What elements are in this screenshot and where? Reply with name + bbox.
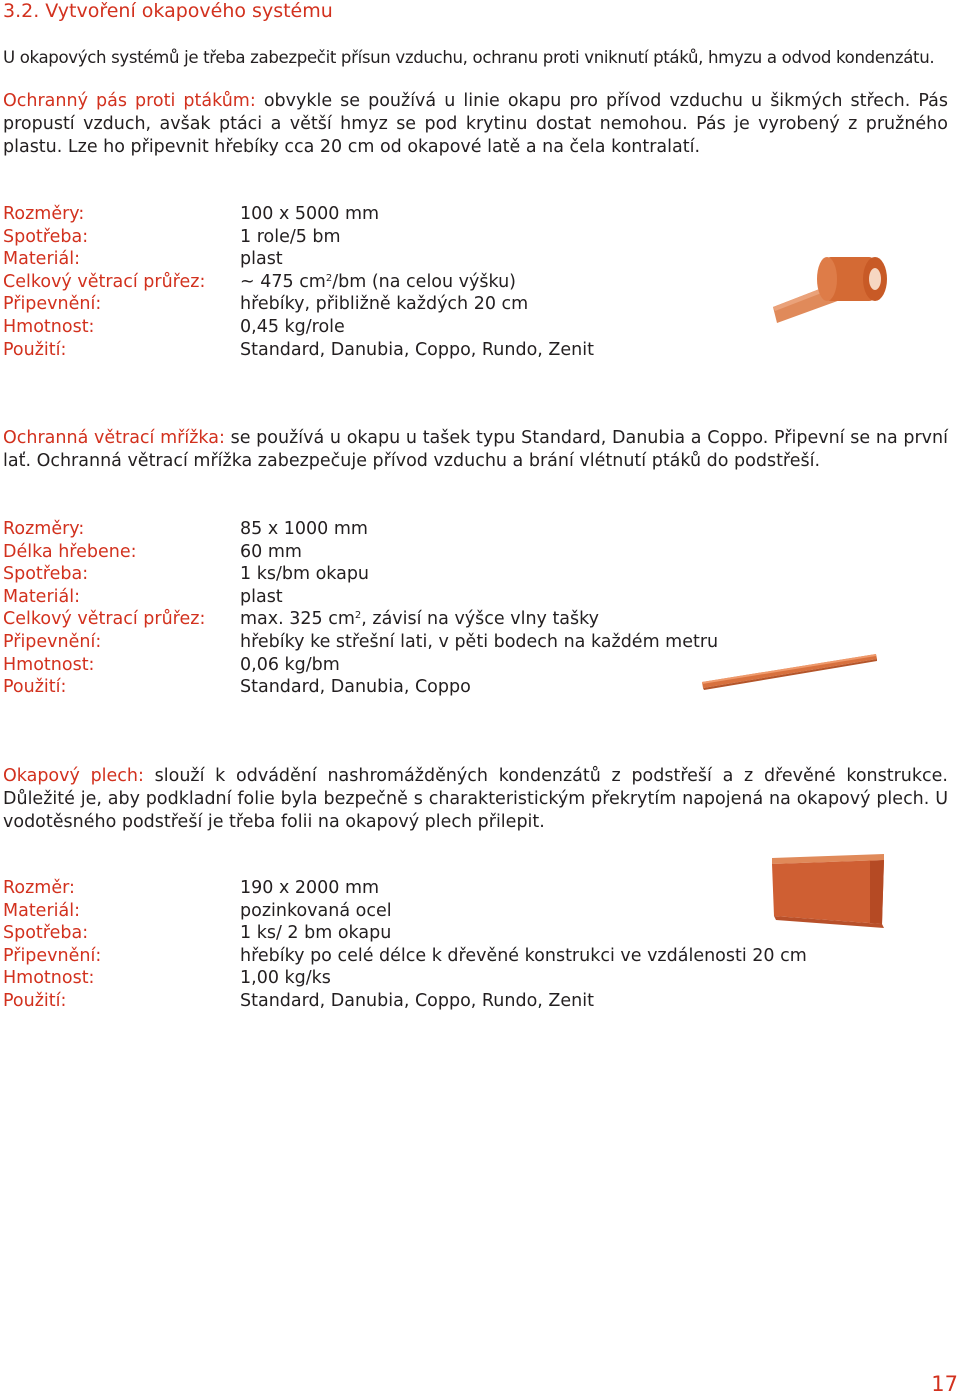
vent-grille-image — [700, 648, 880, 693]
bird-strip-roll-image — [765, 243, 890, 328]
eaves-flashing-image — [770, 852, 890, 932]
spec-label: Rozměry: — [3, 519, 85, 539]
spec-value: 0,45 kg/role — [240, 316, 345, 337]
spec-label: Délka hřebene: — [3, 541, 137, 562]
spec-label: Spotřeba: — [3, 226, 89, 247]
spec-label: Použití: — [3, 990, 67, 1011]
spec-value-part: /bm (na celou výšku) — [332, 271, 517, 292]
spec-label: Spotřeba: — [3, 564, 89, 585]
spec-label: Materiál: — [3, 900, 80, 921]
spec-value: plast — [240, 586, 283, 607]
spec-value: 1 ks/ 2 bm okapu — [240, 923, 392, 944]
spec-labels — [3, 518, 205, 699]
spec-value-part: ~ 475 cm — [240, 271, 326, 292]
spec-label: Rozměr: — [3, 878, 75, 898]
product-name: Ochranná větrací mřížka: — [3, 428, 225, 448]
spec-label: Materiál: — [3, 249, 80, 270]
product-name: Okapový plech: — [3, 766, 144, 786]
spec-value: Standard, Danubia, Coppo — [240, 677, 471, 698]
spec-label: Hmotnost: — [3, 654, 95, 675]
product-description-vent-grille — [3, 427, 948, 473]
product-description-eaves-flashing — [3, 765, 948, 834]
page-number: 17 — [931, 1372, 958, 1396]
spec-value: 1 role/5 bm — [240, 226, 341, 247]
spec-value: Standard, Danubia, Coppo, Rundo, Zenit — [240, 339, 594, 360]
spec-label: Rozměry: — [3, 204, 85, 224]
spec-label: Hmotnost: — [3, 968, 95, 989]
spec-label: Spotřeba: — [3, 923, 89, 944]
product-text: obvykle se používá u linie okapu pro přívod vzduchu u šikmých střech. Pás propustí vzduch, avšak ptáci a větší hmyz se pod krytinu dostat nemohou. Pás je vyrobený z pružného plastu. Lze ho připevnit hřebíky cca 20 cm od okapové latě a na čela kontralatí. — [3, 91, 948, 157]
spec-value: Standard, Danubia, Coppo, Rundo, Zenit — [240, 990, 594, 1011]
spec-label: Materiál: — [3, 586, 80, 607]
spec-value: 1 ks/bm okapu — [240, 564, 370, 585]
spec-value: hřebíky po celé délce k dřevěné konstrukci ve vzdálenosti 20 cm — [240, 945, 807, 966]
spec-value: 85 x 1000 mm — [240, 519, 368, 539]
spec-value: 100 x 5000 mm — [240, 204, 380, 224]
spec-label: Použití: — [3, 677, 67, 698]
product-text: slouží k odvádění nashromážděných kondenzátů z podstřeší a z dřevěné konstrukce. Důležité je, aby podkladní folie byla bezpečně s charakteristickým překrytím napojená na okapový plech. U vodotěsného podstřeší je třeba folii na okapový plech přilepit. — [3, 766, 948, 832]
spec-values — [240, 877, 807, 1013]
spec-labels — [3, 203, 205, 361]
product-text: se používá u okapu u tašek typu Standard, Danubia a Coppo. Připevní se na první lať. Ochranná větrací mřížka zabezpečuje přívod vzduchu a brání vlétnutí ptáků do podstřeší. — [3, 428, 948, 471]
spec-value: 60 mm — [240, 541, 302, 562]
spec-value-sup: 2 — [325, 272, 333, 284]
product-name: Ochranný pás proti ptákům: — [3, 91, 256, 111]
spec-label: Celkový větrací průřez: — [3, 609, 206, 630]
spec-label: Připevnění: — [3, 631, 102, 652]
spec-value: 1,00 kg/ks — [240, 968, 331, 989]
spec-label: Celkový větrací průřez: — [3, 271, 206, 292]
intro-paragraph: U okapových systémů je třeba zabezpečit přísun vzduchu, ochranu proti vniknutí ptáků, hmyzu a odvod kondenzátu. — [3, 48, 935, 67]
spec-label: Hmotnost: — [3, 316, 95, 337]
spec-value: plast — [240, 249, 283, 270]
spec-value — [240, 608, 718, 631]
spec-value: hřebíky ke střešní lati, v pěti bodech na každém metru — [240, 631, 719, 652]
spec-value: pozinkovaná ocel — [240, 900, 392, 921]
spec-label: Připevnění: — [3, 945, 102, 966]
spec-label: Připevnění: — [3, 294, 102, 315]
spec-value-part: , závisí na výšce vlny tašky — [361, 609, 600, 630]
product-description-bird-strip — [3, 90, 948, 159]
section-heading: 3.2. Vytvoření okapového systému — [3, 0, 333, 22]
spec-values — [240, 203, 594, 361]
spec-value-part: max. 325 cm — [240, 609, 355, 630]
spec-values — [240, 518, 718, 699]
spec-value-sup: 2 — [354, 610, 362, 622]
spec-labels — [3, 877, 101, 1013]
spec-value: 190 x 2000 mm — [240, 878, 380, 898]
spec-value: hřebíky, přibližně každých 20 cm — [240, 294, 529, 315]
spec-value: 0,06 kg/bm — [240, 654, 340, 675]
spec-label: Použití: — [3, 339, 67, 360]
spec-value — [240, 271, 594, 294]
